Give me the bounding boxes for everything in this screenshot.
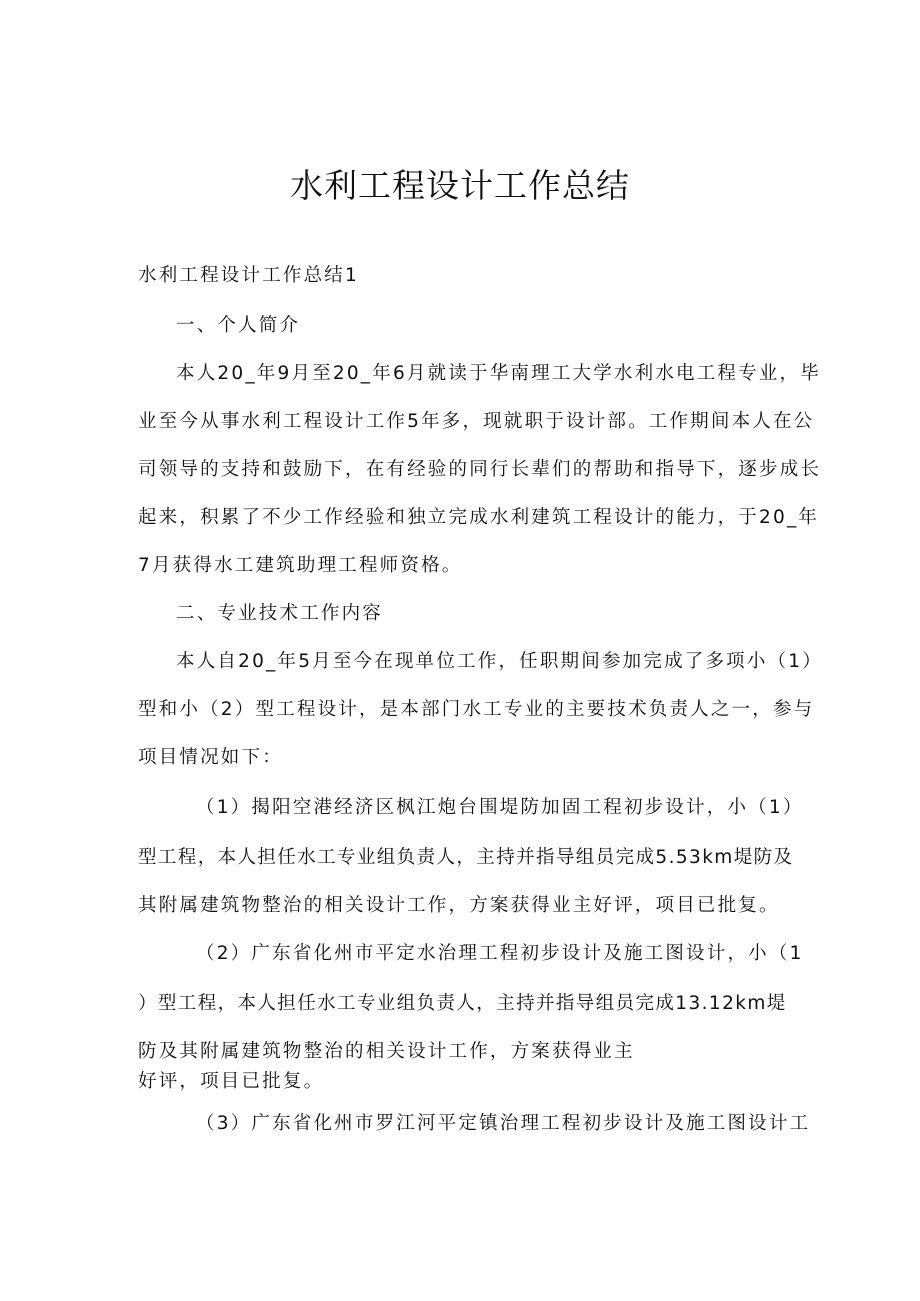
list-item-line: 好评，项目已批复。	[138, 1071, 325, 1092]
paragraph-line: 本人20_年9月至20_年6月就读于华南理工大学水利水电工程专业，毕	[176, 363, 821, 384]
paragraph-line: 型和小（2）型工程设计，是本部门水工专业的主要技术负责人之一，参与	[138, 699, 815, 720]
paragraph-line: 本人自20_年5月至今在现单位工作，任职期间参加完成了多项小（1）	[176, 651, 823, 672]
list-item-line: ）型工程，本人担任水工专业组负责人，主持并指导组员完成13.12km堤	[138, 993, 787, 1014]
section-heading: 水利工程设计工作总结1	[138, 265, 359, 286]
paragraph-line: 业至今从事水利工程设计工作5年多，现就职于设计部。工作期间本人在公	[138, 411, 815, 432]
list-item-line: （2）广东省化州市平定水治理工程初步设计及施工图设计，小（1	[196, 943, 804, 964]
paragraph-line: 司领导的支持和鼓励下，在有经验的同行长辈们的帮助和指导下，逐步成长	[138, 459, 822, 480]
subheading-work: 二、专业技术工作内容	[176, 603, 384, 624]
list-item-line: （1）揭阳空港经济区枫江炮台围堤防加固工程初步设计，小（1）	[196, 797, 804, 818]
paragraph-line: 项目情况如下：	[138, 747, 283, 768]
list-item-line: 型工程，本人担任水工专业组负责人，主持并指导组员完成5.53km堤防及	[138, 847, 794, 868]
list-item-line: 其附属建筑物整治的相关设计工作，方案获得业主好评，项目已批复。	[138, 895, 780, 916]
paragraph-line: 7月获得水工建筑助理工程师资格。	[138, 555, 463, 576]
list-item-line: （3）广东省化州市罗江河平定镇治理工程初步设计及施工图设计工	[196, 1113, 811, 1134]
subheading-intro: 一、个人简介	[176, 315, 301, 336]
list-item-line: 防及其附属建筑物整治的相关设计工作，方案获得业主	[138, 1041, 635, 1062]
paragraph-line: 起来，积累了不少工作经验和独立完成水利建筑工程设计的能力，于20_年	[138, 507, 820, 528]
document-title: 水利工程设计工作总结	[290, 166, 630, 205]
